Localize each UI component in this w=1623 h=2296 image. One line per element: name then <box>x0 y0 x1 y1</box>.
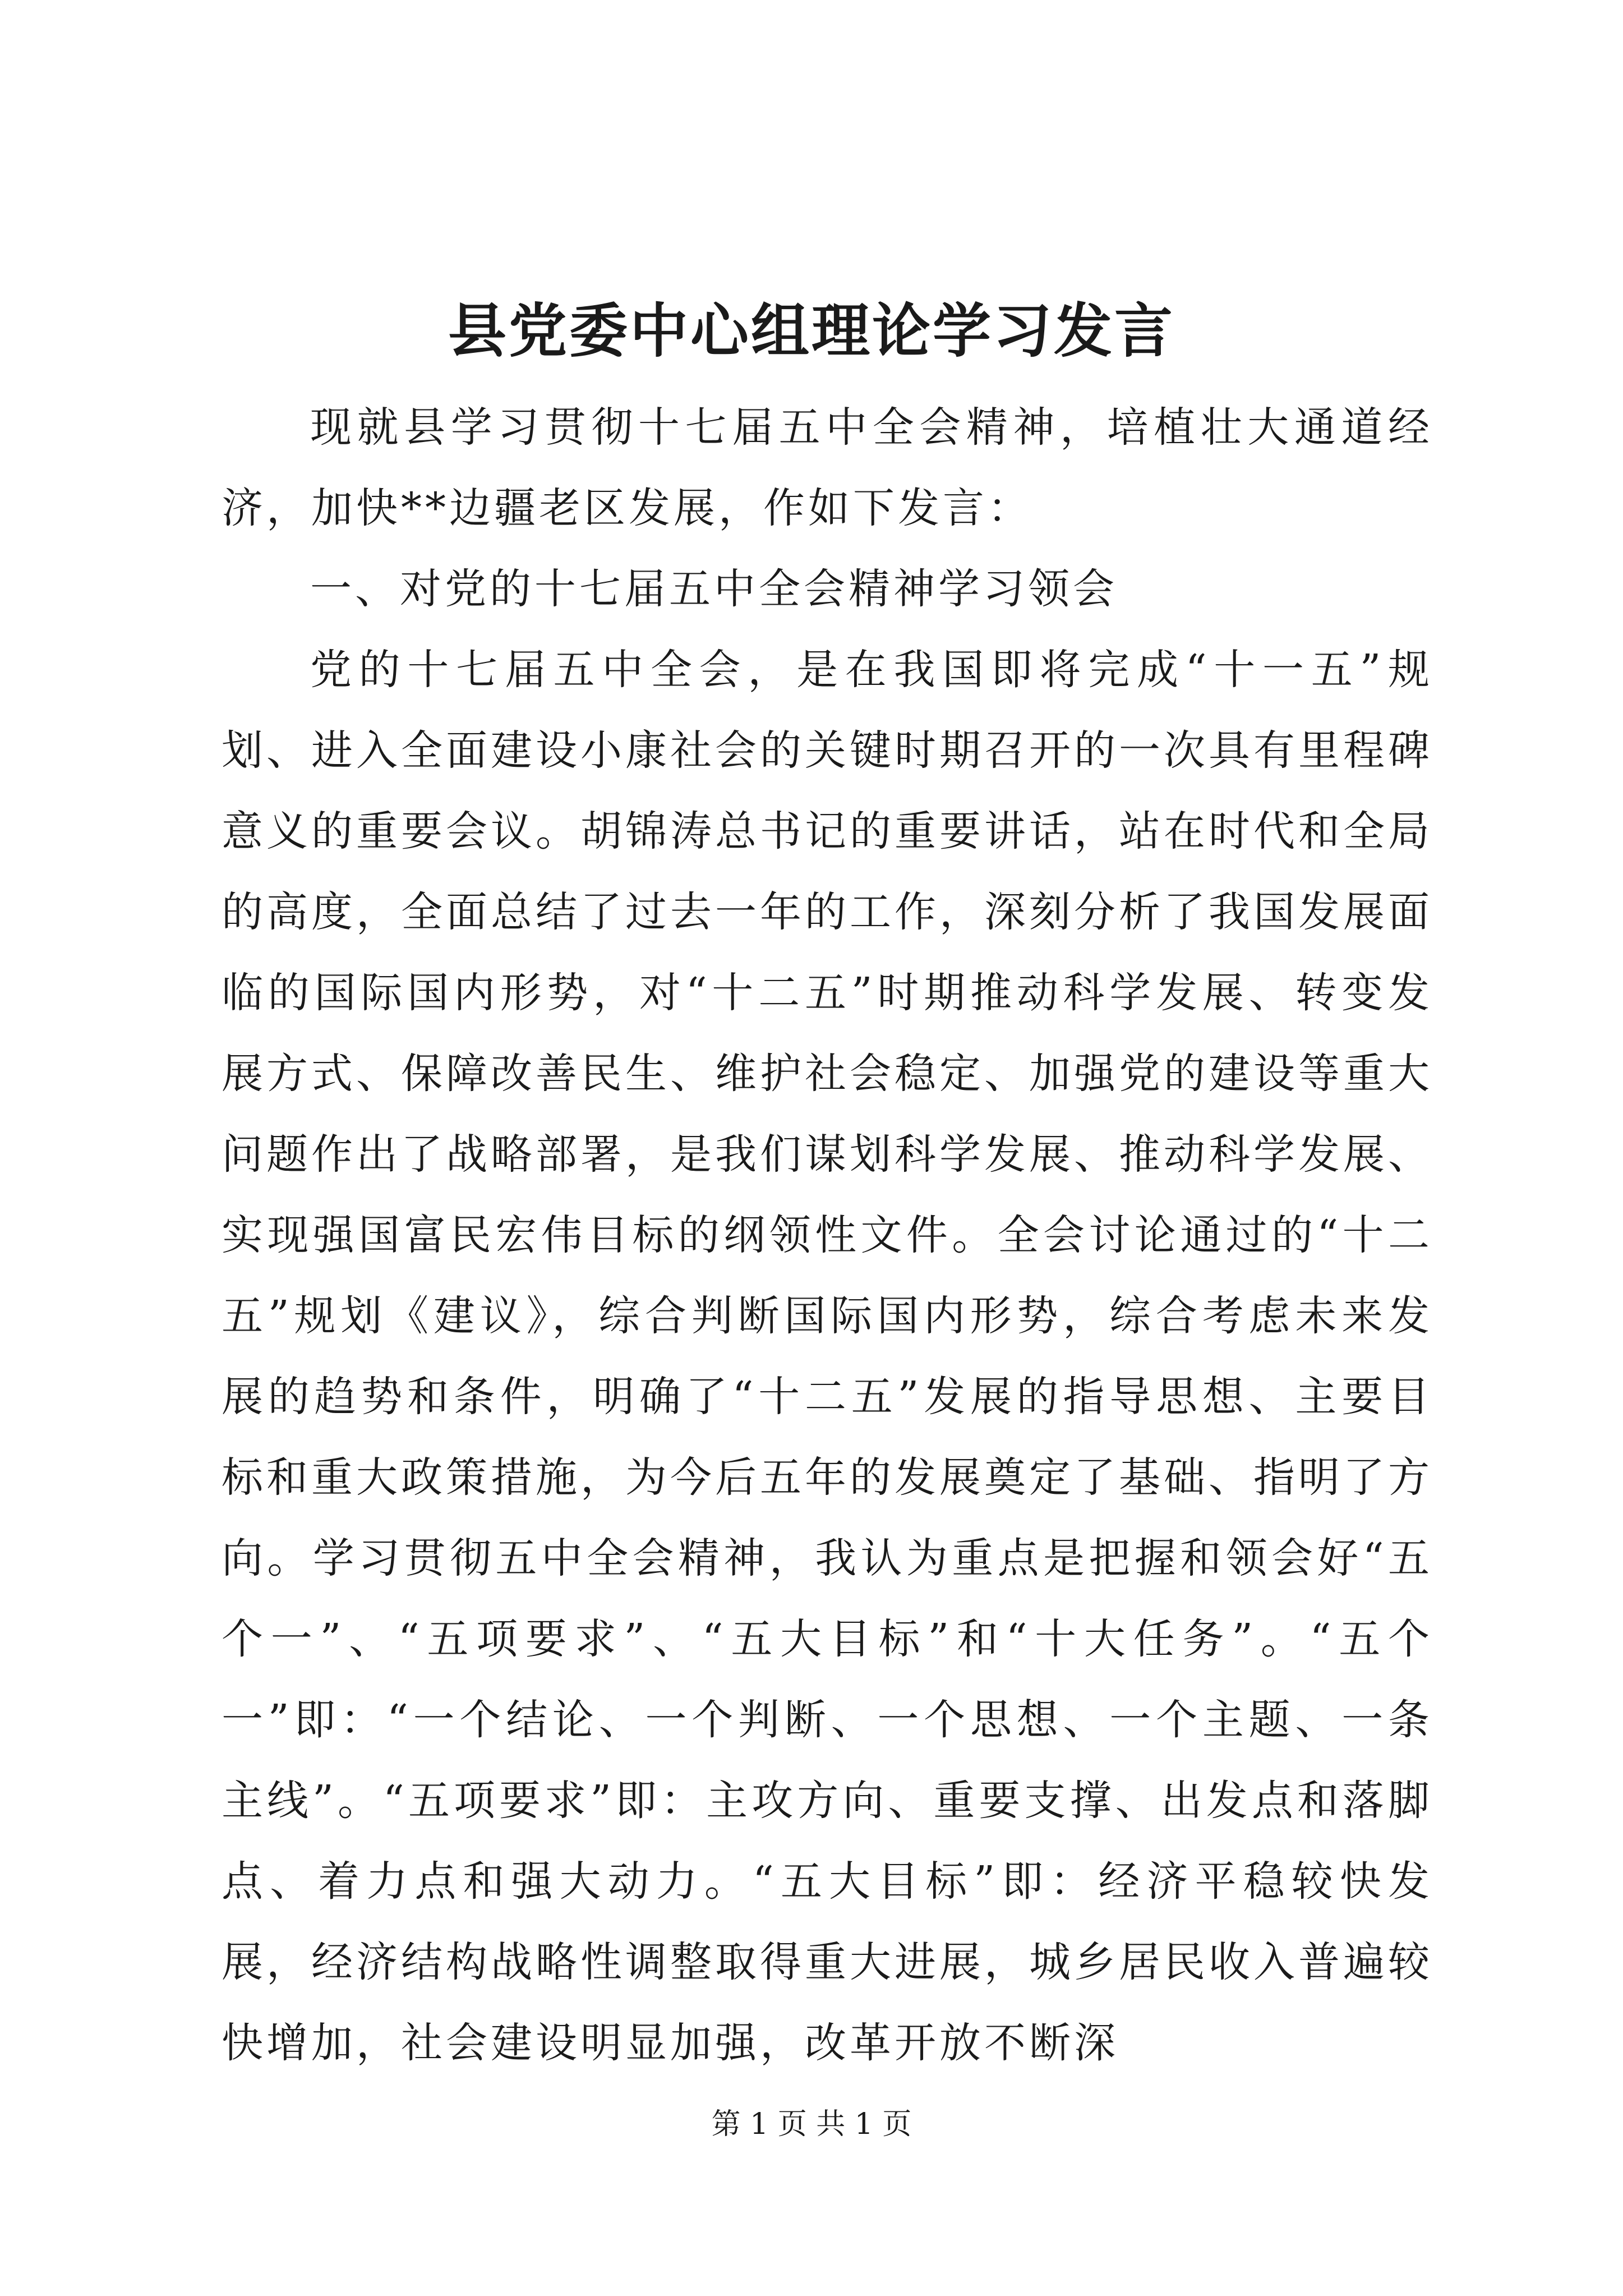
section-heading: 一、对党的十七届五中全会精神学习领会 <box>310 565 1118 613</box>
document-body <box>222 387 1433 2083</box>
paragraph-intro: 现就县学习贯彻十七届五中全会精神，培植壮大通道经济，加快**边疆老区发展，作如下发言： <box>222 403 1433 532</box>
page-footer: 第 1 页 共 1 页 <box>711 2108 912 2141</box>
document-title: 县党委中心组理论学习发言 <box>448 296 1175 365</box>
paragraph-main: 党的十七届五中全会，是在我国即将完成“十一五”规划、进入全面建设小康社会的关键时期召开的一次具有里程碑意义的重要会议。胡锦涛总书记的重要讲话，站在时代和全局的高度，全面总结了过去一年的工作，深刻分析了我国发展面临的国际国内形势，对“十二五”时期推动科学发展、转变发展方式、保障改善民生、维护社会稳定、加强党的建设等重大问题作出了战略部署，是我们谋划科学发展、推动科学发展、实现强国富民宏伟目标的纲领性文件。全会讨论通过的“十二五”规划《建议》，综合判断国际国内形势，综合考虑未来发展的趋势和条件，明确了“十二五”发展的指导思想、主要目标和重大政策措施，为今后五年的发展奠定了基础、指明了方向。学习贯彻五中全会精神，我认为重点是把握和领会好“五个一”、“五项要求”、“五大目标”和“十大任务”。“五个一”即：“一个结论、一个判断、一个思想、一个主题、一条主线”。“五项要求”即：主攻方向、重要支撑、出发点和落脚点、着力点和强大动力。“五大目标”即：经济平稳较快发展，经济结构战略性调整取得重大进展，城乡居民收入普遍较快增加，社会建设明显加强，改革开放不断深 <box>222 646 1433 2067</box>
